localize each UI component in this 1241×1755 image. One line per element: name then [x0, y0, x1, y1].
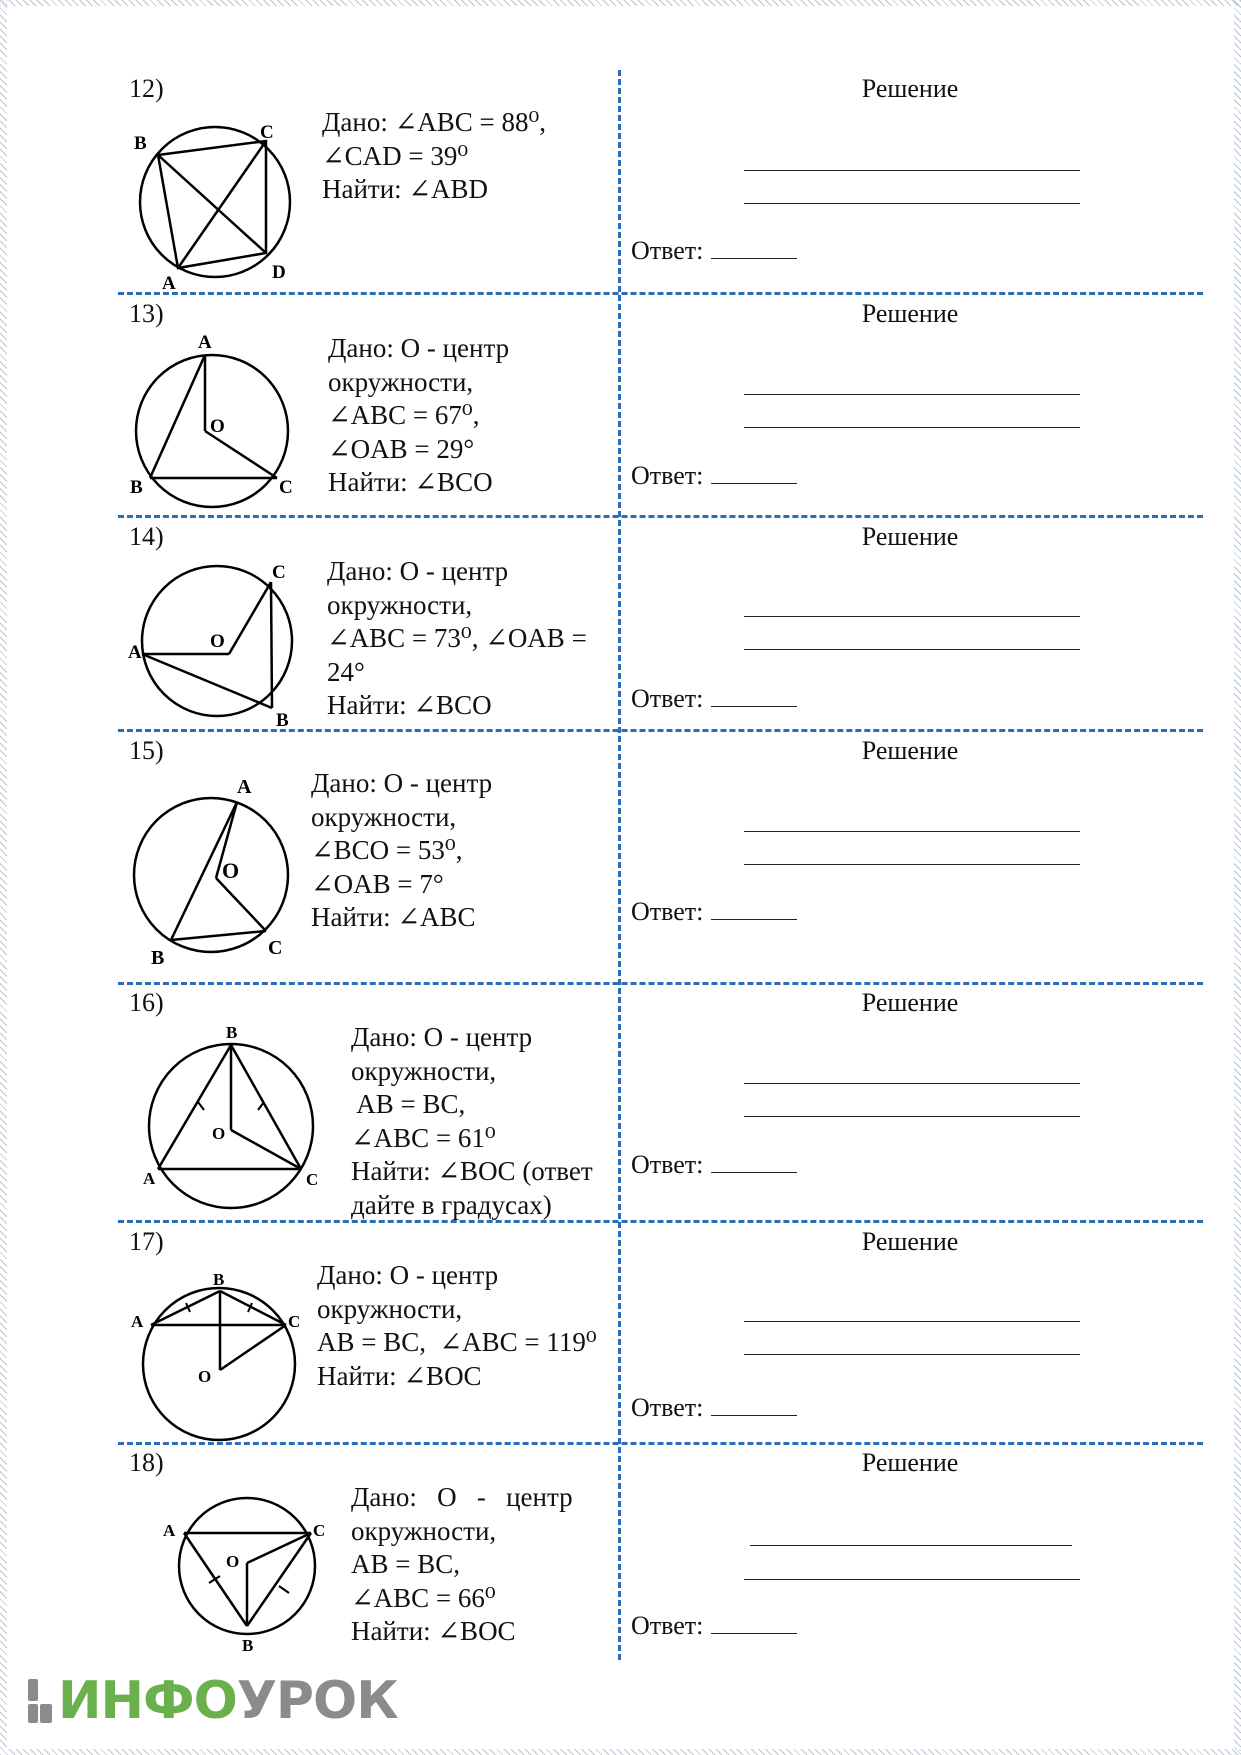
point-label-b: B [226, 1023, 238, 1042]
point-label-o: O [212, 1124, 226, 1143]
solution-line [744, 170, 1080, 171]
page-border-right [1234, 0, 1241, 1755]
given-line: окружности, [328, 366, 474, 397]
chord-ab [158, 1045, 231, 1169]
solution-line [750, 1545, 1072, 1546]
given-line: AB = BC, [351, 1089, 466, 1119]
given-text [317, 1259, 597, 1393]
point-label-b: B [213, 1270, 225, 1289]
figure-task-16 [125, 1018, 325, 1213]
solution-line [744, 1116, 1080, 1117]
solution-heading: Решение [861, 988, 959, 1017]
given-line: окружности, [317, 1293, 463, 1324]
logo-mark-icon [26, 1677, 58, 1725]
infourok-logo [26, 1671, 398, 1731]
given-line: окружности, [351, 1515, 497, 1546]
solution-line [744, 1321, 1080, 1322]
given-line: ∠OAB = 29° [328, 433, 475, 464]
answer-label: Ответ: [631, 1150, 704, 1179]
point-label-a: A [131, 1312, 144, 1331]
figure-task-14 [128, 558, 303, 733]
diagonal-bd [158, 155, 266, 253]
equal-tick [258, 1102, 264, 1110]
row-divider [118, 982, 1203, 985]
answer-blank [711, 236, 797, 259]
point-label-a: A [162, 273, 176, 290]
given-text [328, 332, 509, 500]
solution-heading: Решение [861, 736, 959, 765]
given-line: окружности, [311, 801, 457, 832]
answer-label: Ответ: [631, 1393, 704, 1422]
point-label-c: C [260, 122, 274, 143]
answer-field [631, 897, 797, 927]
solution-line [744, 203, 1080, 204]
circle [140, 127, 290, 277]
point-label-o: O [198, 1367, 212, 1386]
given-line: Дано: О - центр [317, 1260, 499, 1290]
point-label-d: D [272, 262, 286, 283]
point-label-c: C [268, 937, 283, 959]
point-label-o: O [222, 858, 240, 883]
given-line: Найти: ∠ABC [311, 902, 476, 932]
given-line: Дано: ∠ABC = 88⁰, [322, 107, 547, 137]
given-line: Найти: ∠ABD [322, 174, 489, 204]
answer-label: Ответ: [631, 461, 704, 490]
answer-blank [711, 684, 797, 707]
point-label-a: A [237, 776, 252, 798]
given-line: 24° [327, 656, 365, 687]
point-label-o: O [210, 631, 225, 652]
solution-heading: Решение [861, 522, 959, 551]
given-line: AB = BC, [351, 1549, 461, 1579]
task-number: 17) [129, 1227, 164, 1256]
given-text [351, 1021, 593, 1222]
point-label-b: B [276, 710, 289, 731]
radius-oc [216, 878, 266, 931]
answer-blank [711, 1393, 797, 1416]
given-line: ∠ABC = 67⁰, [328, 400, 480, 430]
task-number: 14) [129, 522, 164, 551]
solution-heading: Решение [861, 1448, 959, 1477]
figure-task-17 [128, 1265, 313, 1445]
given-line: окружности, [327, 589, 473, 620]
task-number: 13) [129, 299, 164, 328]
point-label-c: C [306, 1170, 319, 1189]
solution-line [744, 1083, 1080, 1084]
chord-bc [171, 931, 266, 940]
solution-line [744, 394, 1080, 395]
given-line: Дано: О - центр [311, 768, 493, 798]
solution-line [744, 427, 1080, 428]
given-line: дайте в градусах) [351, 1189, 552, 1220]
answer-blank [711, 1611, 797, 1634]
answer-field [631, 236, 797, 266]
given-line: окружности, [351, 1055, 497, 1086]
point-label-a: A [143, 1169, 156, 1188]
given-line: ∠BCO = 53⁰, [311, 835, 463, 865]
radius-oc [205, 431, 277, 478]
logo-text-part1: ИНФО [58, 1671, 237, 1731]
point-label-a: A [163, 1521, 176, 1540]
column-divider [618, 70, 621, 1660]
figure-task-18 [160, 1485, 335, 1660]
point-label-c: C [313, 1521, 326, 1540]
given-line: Дано: О - центр [351, 1022, 533, 1052]
chord-ab [150, 355, 205, 478]
given-line: ∠ABC = 73⁰, ∠OAB = [327, 623, 587, 653]
given-line: ∠OAB = 7° [311, 868, 444, 899]
point-label-c: C [279, 477, 293, 498]
solution-line [744, 1354, 1080, 1355]
task-number: 12) [129, 74, 164, 103]
answer-field [631, 1611, 797, 1641]
radius-oc [229, 582, 271, 654]
answer-label: Ответ: [631, 236, 704, 265]
task-number: 15) [129, 736, 164, 765]
given-line: Найти: ∠BCO [328, 467, 493, 497]
point-label-b: B [242, 1636, 254, 1655]
point-label-o: O [226, 1552, 240, 1571]
point-label-b: B [151, 947, 165, 969]
solution-heading: Решение [861, 299, 959, 328]
equal-tick [279, 1586, 289, 1593]
logo-text-part2: УРОК [236, 1671, 398, 1731]
solution-line [744, 864, 1080, 865]
row-divider [118, 292, 1203, 295]
answer-label: Ответ: [631, 684, 704, 713]
answer-label: Ответ: [631, 1611, 704, 1640]
answer-field [631, 684, 797, 714]
point-label-b: B [130, 477, 143, 498]
given-line: ∠ABC = 66⁰ [351, 1582, 496, 1613]
equal-tick [198, 1102, 204, 1110]
given-line: Найти: ∠BOC (ответ [351, 1156, 593, 1186]
point-label-c: C [288, 1312, 301, 1331]
answer-field [631, 1393, 797, 1423]
given-line: Дано: О - центр [327, 556, 509, 586]
figure-task-12 [128, 115, 298, 290]
given-line: Дано: О - центр [328, 333, 510, 363]
given-line: ∠ABC = 61⁰ [351, 1122, 496, 1153]
figure-task-13 [125, 330, 300, 510]
solution-heading: Решение [861, 74, 959, 103]
answer-label: Ответ: [631, 897, 704, 926]
given-text [311, 767, 492, 935]
diagonal-ac [178, 141, 266, 268]
radius-oc [220, 1325, 286, 1370]
solution-line [744, 1579, 1080, 1580]
point-label-a: A [198, 332, 212, 353]
given-line: Найти: ∠BCO [327, 690, 492, 720]
point-label-c: C [272, 562, 286, 583]
task-number: 18) [129, 1448, 164, 1477]
page-border-left [0, 0, 7, 1755]
given-line: Найти: ∠BOC [317, 1360, 482, 1391]
answer-blank [711, 897, 797, 920]
page-border-bottom [0, 1749, 1241, 1755]
task-number: 16) [129, 988, 164, 1017]
page-border-top [0, 0, 1241, 6]
answer-field [631, 461, 797, 491]
given-text [351, 1481, 573, 1649]
chord-ab [142, 654, 272, 708]
figure-task-15 [125, 770, 300, 970]
point-label-b: B [134, 133, 147, 154]
answer-blank [711, 1150, 797, 1173]
given-line: AB = BC, ∠ABC = 119⁰ [317, 1327, 597, 1357]
solution-line [744, 831, 1080, 832]
given-text [327, 555, 587, 723]
answer-blank [711, 461, 797, 484]
point-label-a: A [128, 642, 142, 663]
given-text [322, 106, 546, 207]
solution-heading: Решение [861, 1227, 959, 1256]
chord-cb [271, 582, 272, 708]
given-line: Найти: ∠BOC [351, 1616, 516, 1646]
row-divider [118, 515, 1203, 518]
row-divider [118, 1220, 1203, 1223]
solution-line [744, 649, 1080, 650]
solution-line [744, 616, 1080, 617]
point-label-o: O [210, 416, 225, 437]
given-line: Дано: О - центр [351, 1482, 573, 1512]
answer-field [631, 1150, 797, 1180]
given-line: ∠CAD = 39⁰ [322, 140, 469, 171]
